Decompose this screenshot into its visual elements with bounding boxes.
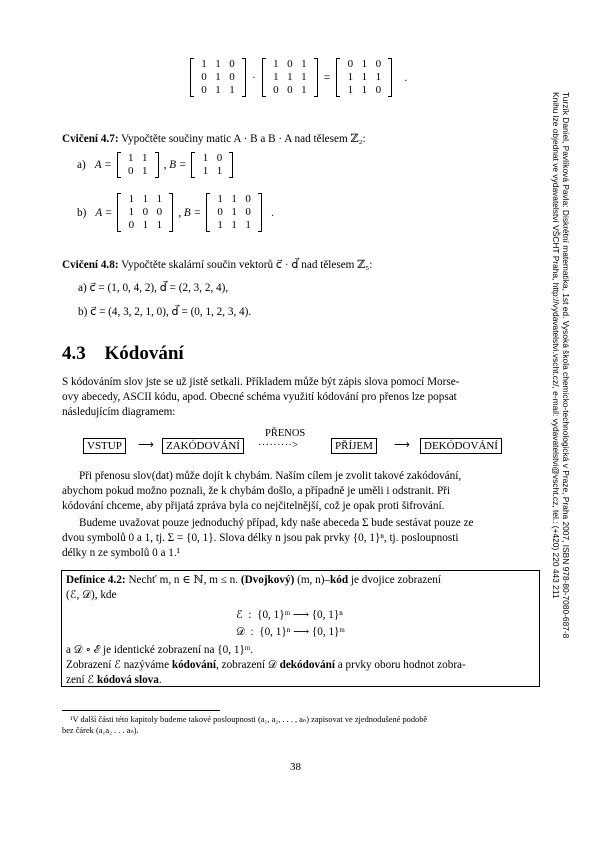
decoding-map: 𝒟 : {0, 1}ⁿ ⟶ {0, 1}ᵐ — [236, 626, 345, 638]
term-binary: (Dvojkový) — [240, 574, 295, 586]
matrix-entry: 1 — [142, 219, 149, 231]
term-decoding: dekódování — [279, 659, 335, 671]
matrix-entry: 1 — [301, 58, 307, 70]
dot-operator: · — [252, 71, 256, 84]
matrix-entry: 0 — [128, 219, 135, 231]
matrix-entry: 0 — [216, 152, 223, 164]
text-line: abychom pokud možno poznali, že k chybám došlo, a případně je uměli i odstranit. Při — [62, 485, 451, 497]
term-code: kód — [330, 574, 349, 586]
matrix-entry: 1 — [215, 58, 221, 70]
text-line: délky n ze symbolů 0 a 1.¹ — [62, 547, 181, 559]
definition-text: a prvky oboru hodnot zobra- — [334, 659, 466, 671]
matrix-entry: 1 — [128, 206, 135, 218]
definition-label: Definice 4.2: — [66, 574, 126, 586]
section-title: Kódování — [104, 343, 184, 364]
term-encoding: kódování — [171, 659, 217, 671]
matrix-entry: 1 — [128, 193, 135, 205]
definition-text: . — [158, 674, 162, 686]
exercise-4-8-heading — [62, 258, 372, 273]
matrix-entry: 1 — [142, 193, 149, 205]
exercise-4-8-a: a) c⃗ = (1, 0, 4, 2), d⃗ = (2, 3, 2, 4), — [78, 282, 229, 294]
exercise-text: Vypočtěte součiny matic A · B a B · A nad tělesem ℤ₂: — [121, 133, 366, 145]
matrix-entry: 1 — [156, 193, 163, 205]
sidebar-text — [551, 92, 571, 638]
footnote — [62, 714, 427, 736]
matrix-entry: 1 — [217, 219, 223, 231]
matrix-entry: 1 — [215, 84, 221, 96]
matrix-entry: 0 — [156, 206, 163, 218]
a-equals: A = — [95, 206, 113, 219]
matrix-entry: 0 — [229, 71, 235, 83]
exercise-4-7-b — [77, 193, 274, 232]
matrix-result — [336, 58, 392, 97]
box-input: VSTUP — [83, 438, 126, 454]
arrow-1: ⟶ — [138, 439, 154, 451]
definition-text: (m, n)– — [294, 574, 331, 586]
definition-line-1 — [66, 573, 441, 588]
matrix-entry: 1 — [273, 71, 279, 83]
definition-text: Nechť m, n ∈ ℕ, m ≤ n. — [128, 574, 241, 586]
matrix-b — [206, 193, 262, 232]
exercise-4-7-heading — [62, 132, 366, 147]
matrix-entry: 1 — [347, 71, 354, 83]
transmission-label: PŘENOS — [265, 428, 306, 439]
section-heading — [62, 343, 184, 365]
encoding-map: ℰ : {0, 1}ᵐ ⟶ {0, 1}ⁿ — [236, 609, 343, 621]
item-label: a) — [77, 159, 86, 171]
text-line: dvou symbolů 0 a 1, tj. Σ = {0, 1}. Slova délky n jsou pak prvky {0, 1}ⁿ, tj. posloupnosti — [62, 532, 459, 544]
matrix-entry: 1 — [127, 152, 134, 164]
arrow-2: ⟶ — [394, 439, 410, 451]
matrix-entry: 1 — [361, 71, 368, 83]
box-encoding: ZAKÓDOVÁNÍ — [162, 438, 244, 454]
matrix-entry: 1 — [141, 165, 148, 177]
period: . — [404, 71, 408, 84]
matrix-entry: 0 — [142, 206, 149, 218]
matrix-entry: 0 — [201, 71, 207, 83]
matrix-entry: 1 — [301, 71, 307, 83]
matrix-entry: 0 — [245, 206, 251, 218]
footnote-line: bez čárek (a₁a₂ . . . aₙ). — [62, 726, 139, 735]
exercise-label: Cvičení 4.8: — [62, 259, 119, 271]
text-line: následujícím diagramem: — [62, 406, 176, 418]
matrix-entry: 1 — [216, 165, 223, 177]
text-line: kódování chceme, aby přijatá zpráva byla co nejčitelnější, což je opak proti šifrování. — [62, 500, 445, 512]
definition-text: je dvojice zobrazení — [348, 574, 441, 586]
matrix-entry: 1 — [202, 152, 209, 164]
matrix-entry: 0 — [273, 84, 279, 96]
errors-paragraph — [62, 469, 461, 514]
footnote-line: ¹V další části této kapitoly budeme takové posloupnosti (a₁, a₂, . . . , aₙ) zapisovat ve zjednodušené podobě — [70, 715, 428, 724]
matrix-entry: 0 — [229, 58, 235, 70]
matrix-entry: 1 — [361, 58, 368, 70]
matrix-b — [262, 58, 318, 97]
intro-paragraph — [62, 375, 540, 420]
matrix-entry: 1 — [245, 219, 251, 231]
section-number: 4.3 — [62, 343, 86, 364]
matrix-entry: 1 — [273, 58, 279, 70]
matrix-entry: 0 — [287, 84, 293, 96]
matrix-entry: 1 — [231, 206, 237, 218]
matrix-entry: 1 — [347, 84, 354, 96]
item-label: b) — [77, 206, 87, 219]
matrix-entry: 1 — [201, 58, 207, 70]
matrix-a — [117, 193, 173, 232]
definition-text: , zobrazení 𝒟 — [216, 659, 280, 671]
matrix-a — [117, 152, 159, 178]
matrix-entry: 0 — [375, 84, 382, 96]
exercise-text: Vypočtěte skalární součin vektorů c⃗ · d⃗ nad tělesem ℤ₅: — [121, 259, 373, 271]
matrix-entry: 0 — [127, 165, 134, 177]
matrix-entry: 0 — [201, 84, 207, 96]
matrix-entry: 1 — [361, 84, 368, 96]
matrix-entry: 0 — [375, 58, 382, 70]
a-equals: A = — [94, 159, 112, 171]
matrix-product-equation — [190, 58, 407, 97]
definition-line-4 — [66, 658, 466, 673]
page-number: 38 — [290, 761, 301, 773]
dotted-arrow: ·········> — [258, 440, 299, 451]
text-line: Budeme uvažovat pouze jednoduchý případ, kdy naše abeceda Σ bude sestávat pouze ze — [79, 517, 474, 529]
exercise-4-8-b: b) c⃗ = (4, 3, 2, 1, 0), d⃗ = (0, 1, 2, 3, 4). — [78, 306, 252, 318]
definition-line-2: (ℰ, 𝒟), kde — [66, 589, 117, 601]
matrix-entry: 1 — [301, 84, 307, 96]
text-line: ovy abecedy, ASCII kódu, apod. Obecné schéma využití kódování pro přenos lze popsat — [62, 391, 457, 403]
matrix-entry: 0 — [245, 193, 251, 205]
exercise-4-7-a — [77, 152, 233, 178]
coding-diagram — [83, 428, 503, 462]
b-equals: , B = — [163, 159, 187, 171]
alphabet-paragraph — [62, 516, 474, 561]
equals-sign: = — [323, 71, 331, 84]
text-line: Při přenosu slov(dat) může dojít k chybám. Naším cílem je zvolit takové zakódování, — [79, 470, 462, 482]
matrix-entry: 1 — [215, 71, 221, 83]
matrix-entry: 1 — [156, 219, 163, 231]
matrix-entry: 1 — [229, 84, 235, 96]
definition-text: Zobrazení ℰ nazýváme — [66, 659, 172, 671]
matrix-entry: 1 — [287, 71, 293, 83]
matrix-entry: 0 — [217, 206, 223, 218]
matrix-entry: 1 — [202, 165, 209, 177]
matrix-entry: 0 — [287, 58, 293, 70]
matrix-entry: 1 — [217, 193, 223, 205]
box-reception: PŘÍJEM — [331, 438, 377, 454]
exercise-label: Cvičení 4.7: — [62, 133, 119, 145]
definition-line-5 — [66, 673, 162, 688]
text-line: S kódováním slov jste se už jistě setkali. Příkladem může být zápis slova pomocí Morse- — [62, 376, 460, 388]
period: . — [271, 206, 274, 219]
matrix-a — [190, 58, 246, 97]
matrix-b — [191, 152, 233, 178]
definition-line-3: a 𝒟 ∘ ℰ je identické zobrazení na {0, 1}ᵐ. — [66, 644, 254, 656]
footnote-rule — [62, 710, 220, 711]
sidebar-line-2: Knihu lze objednat ve vydavatelství VŠCHT Praha, http://vydavatelstvi.vscht.cz/, e-mail: vydavatelstvi@vscht.cz, tel.: (+420) 220 443 211 — [551, 92, 561, 599]
matrix-entry: 1 — [141, 152, 148, 164]
matrix-entry: 1 — [375, 71, 382, 83]
term-codewords: kódová slova — [97, 674, 159, 686]
box-decoding: DEKÓDOVÁNÍ — [420, 438, 502, 454]
matrix-entry: 0 — [347, 58, 354, 70]
sidebar-line-1: Turzík Daniel, Pavlíková Pavla: Diskrétní matematika, 1st ed. Vysoká škola chemicko-technologická v Praze, Praha 2007, ISBN 978-80-7080-687-8 — [561, 92, 571, 639]
b-equals: , B = — [178, 206, 202, 219]
definition-text: zení ℰ — [66, 674, 98, 686]
matrix-entry: 1 — [231, 193, 237, 205]
matrix-entry: 1 — [231, 219, 237, 231]
